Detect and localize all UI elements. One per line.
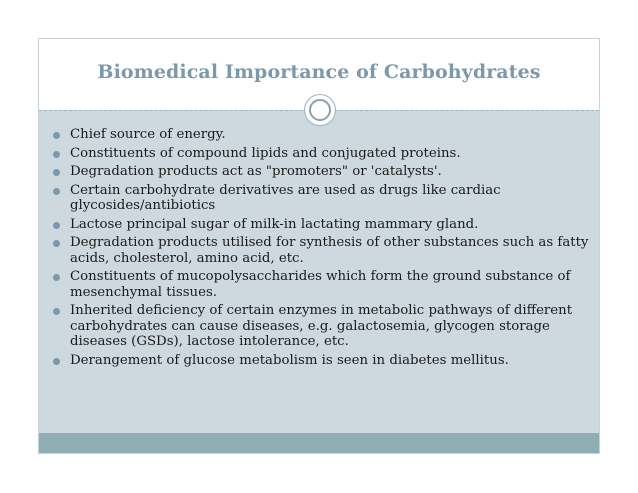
- bullet-icon: [53, 240, 60, 247]
- slide-title: Biomedical Importance of Carbohydrates: [97, 61, 541, 83]
- bullet-item: [51, 353, 591, 369]
- bullet-icon: [53, 358, 60, 365]
- bullet-icon: [53, 222, 60, 229]
- bullet-icon: [53, 132, 60, 139]
- slide: [38, 38, 600, 454]
- bullet-text: Constituents of mucopolysaccharides which form the ground substance of mesenchymal tissues.: [70, 269, 571, 300]
- bullet-text: Constituents of compound lipids and conjugated proteins.: [70, 145, 461, 161]
- bullet-icon: [53, 169, 60, 176]
- bullet-list: [51, 127, 591, 371]
- bullet-text: Inherited deficiency of certain enzymes in metabolic pathways of different carbohydrates can cause diseases, e.g. galactosemia, glycogen storage diseases (GSDs), lactose intolerance, etc.: [70, 303, 573, 349]
- bullet-text: Lactose principal sugar of milk-in lactating mammary gland.: [70, 216, 479, 232]
- bullet-text: Chief source of energy.: [70, 127, 226, 142]
- bullet-item: [51, 127, 591, 143]
- bullet-text: Degradation products utilised for synthesis of other substances such as fatty acids, cholesterol, amino acid, etc.: [70, 235, 589, 266]
- bullet-item: [51, 217, 591, 233]
- bullet-item: [51, 303, 591, 350]
- bullet-icon: [53, 151, 60, 158]
- circle-ornament-inner: [309, 99, 331, 121]
- bullet-item: [51, 146, 591, 162]
- bullet-icon: [53, 308, 60, 315]
- bullet-icon: [53, 274, 60, 281]
- bullet-item: [51, 235, 591, 266]
- bullet-text: Derangement of glucose metabolism is seen in diabetes mellitus.: [70, 352, 509, 368]
- bullet-item: [51, 269, 591, 300]
- bullet-item: [51, 183, 591, 214]
- circle-ornament-icon: [304, 94, 336, 126]
- footer-bar: [39, 433, 599, 453]
- bullet-item: [51, 164, 591, 180]
- bullet-text: Degradation products act as "promoters" or 'catalysts'.: [70, 164, 442, 179]
- bullet-icon: [53, 188, 60, 195]
- bullet-text: Certain carbohydrate derivatives are used as drugs like cardiac glycosides/antibiotics: [70, 182, 501, 213]
